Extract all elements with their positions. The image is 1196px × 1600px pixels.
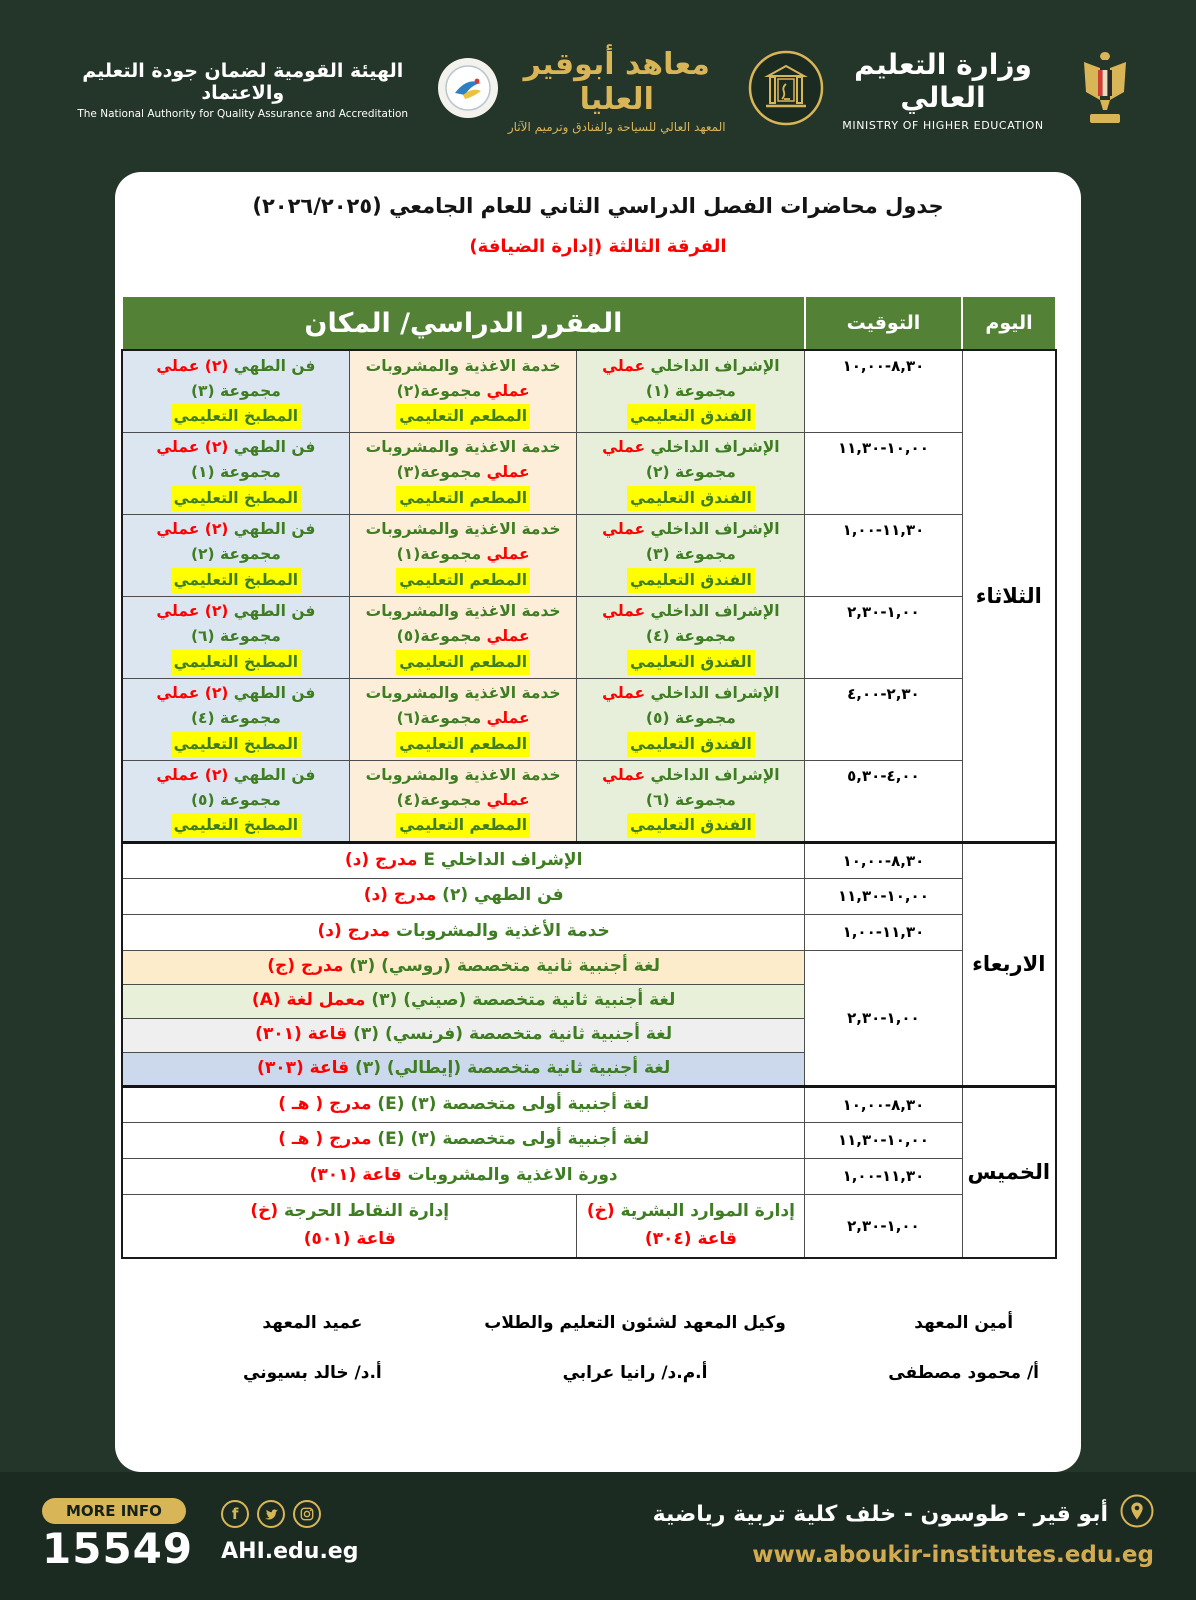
location-highlight [627,732,755,757]
signature-title: أمين المعهد [914,1313,1014,1333]
course-cell [577,1194,805,1258]
course-cell [122,432,349,514]
course-text-red: عملي [486,545,530,564]
footer-contact-block [42,1498,358,1572]
footer [0,1472,1196,1600]
aboukir-logo-block [499,47,824,134]
course-text-red: عملي [602,765,646,784]
course-line [126,1226,573,1254]
course-text: فن الطهي [228,765,316,784]
course-line [126,486,346,511]
course-text: المطعم التعليمي [399,488,528,507]
course-line [353,599,574,624]
course-text-red: عملي [602,520,646,539]
course-line [580,813,801,838]
naqaa-title-ar: الهيئة القومية لضمان جودة التعليم والاعتماد [82,60,404,104]
more-info-button[interactable]: MORE INFO [42,1498,186,1524]
website-url[interactable]: www.aboukir-institutes.edu.eg [752,1542,1154,1568]
course-line [580,599,801,624]
course-line [353,568,574,593]
course-line [126,987,801,1015]
course-line [580,460,801,485]
course-cell [577,678,805,760]
course-line [580,788,801,813]
course-line [580,404,801,429]
course-text: خدمة الاغذية والمشروبات [365,602,561,621]
course-line [580,706,801,731]
course-cell [122,760,349,842]
day-cell: الثلاثاء [962,350,1056,842]
course-text: لغة أجنبية ثانية متخصصة (إيطالي) (٣) [349,1057,671,1078]
course-cell [122,914,805,950]
course-cell [122,1158,805,1194]
course-cell [122,984,805,1018]
course-text: المطبخ التعليمي [173,570,299,589]
course-line [580,379,801,404]
course-text: مجموعة(١) [396,545,487,564]
location-highlight [627,404,755,429]
course-text: إدارة الموارد البشرية [614,1201,795,1222]
address-text: أبو قير - طوسون - خلف كلية تربية رياضية [652,1501,1108,1527]
time-cell: ١١,٣٠-١,٠٠ [805,514,962,596]
twitter-icon[interactable] [257,1500,285,1528]
course-text: مجموعة(٦) [396,709,487,728]
course-line [126,404,346,429]
course-text: الإشراف الداخلي [645,602,780,621]
signature-dean [243,1313,382,1383]
course-text: مجموعة (٦) [645,790,736,809]
course-text: الفندق التعليمي [630,816,752,835]
course-line [353,404,574,429]
course-text-red: عملي [486,627,530,646]
course-line [126,650,346,675]
course-line [353,681,574,706]
schedule-card [115,172,1081,1472]
location-highlight [627,813,755,838]
time-cell: ١٠,٠٠-١١,٣٠ [805,878,962,914]
course-text-red: (٢) عملي [156,765,229,784]
signature-name: أ.م.د/ رانيا عرابي [562,1363,708,1383]
course-text-red: مدرج (د) [344,849,418,870]
course-cell [122,1086,805,1122]
course-text-red: (خ) [586,1201,615,1222]
page-title: جدول محاضرات الفصل الدراسي الثاني للعام الجامعي (٢٠٢٦/٢٠٢٥) [252,194,944,218]
location-highlight [396,813,530,838]
day-cell: الاربعاء [962,842,1056,1086]
course-text: خدمة الاغذية والمشروبات [365,684,561,703]
course-text-red: عملي [602,602,646,621]
course-text: مجموعة (١) [645,381,736,400]
course-text: المطعم التعليمي [399,406,528,425]
course-text: المطعم التعليمي [399,816,528,835]
course-line [353,788,574,813]
course-text: الإشراف الداخلي [645,684,780,703]
course-line [353,486,574,511]
naqaa-title-en: The National Authority for Quality Assurance and Accreditation [77,108,409,120]
course-cell [122,1018,805,1052]
course-text-red: مدرج ( هـ ) [278,1093,372,1114]
course-line [353,732,574,757]
time-cell: ٢,٣٠-٤,٠٠ [805,678,962,760]
course-text: مجموعة(٤) [396,790,487,809]
course-text: لغة أجنبية ثانية متخصصة (صيني) (٣) [365,990,676,1011]
course-text: فن الطهي [228,602,316,621]
course-cell [122,950,805,984]
column-header-time: التوقيت [805,296,962,350]
course-line [126,568,346,593]
institute-emblem-icon [748,50,824,130]
course-cell [577,350,805,432]
course-line [580,650,801,675]
course-text: خدمة الاغذية والمشروبات [365,356,561,375]
course-text-red: عملي [602,684,646,703]
time-cell: ١٠,٠٠-١١,٣٠ [805,432,962,514]
course-line [353,813,574,838]
course-line [353,542,574,567]
column-header-day: اليوم [962,296,1056,350]
aboukir-subtitle: المعهد العالي للسياحة والفنادق وترميم الآثار [507,119,726,134]
course-text-red: (٢) عملي [156,602,229,621]
course-text: مجموعة (٤) [190,709,281,728]
course-line [580,517,801,542]
course-line [126,1091,801,1119]
course-line [353,354,574,379]
location-highlight [171,732,301,757]
course-text-red: مدرج (ج) [267,956,344,977]
course-text: مجموعة (٥) [645,709,736,728]
time-cell: ٤,٠٠-٥,٣٠ [805,760,962,842]
course-text-red: قاعة (٣٠١) [255,1024,348,1045]
course-text-red: عملي [602,438,646,457]
course-text-red: قاعة (٥٠١) [303,1228,396,1249]
course-text: المطبخ التعليمي [173,406,299,425]
time-cell: ١,٠٠-٢,٣٠ [805,1194,962,1258]
course-line [580,624,801,649]
course-cell [349,432,577,514]
course-line [126,681,346,706]
course-line [126,813,346,838]
course-line [580,763,801,788]
course-line [353,460,574,485]
location-highlight [396,732,530,757]
course-line [353,763,574,788]
course-line [126,918,801,946]
signature-title: عميد المعهد [262,1313,363,1333]
location-pin-icon [1120,1494,1154,1534]
course-text: خدمة الاغذية والمشروبات [365,520,561,539]
course-line [353,650,574,675]
signature-secretary [888,1313,1039,1383]
course-text: الفندق التعليمي [630,734,752,753]
signatures [115,1313,1081,1383]
course-text: خدمة الاغذية والمشروبات [365,438,561,457]
course-text: فن الطهي [228,520,316,539]
course-cell [577,432,805,514]
course-text-red: مدرج (د) [317,921,391,942]
course-text: إدارة النقاط الحرجة [278,1201,450,1222]
course-line [353,517,574,542]
course-text: المطعم التعليمي [399,734,528,753]
course-text: لغة أجنبية ثانية متخصصة (روسي) (٣) [343,956,661,977]
course-line [580,435,801,460]
course-line [580,542,801,567]
course-text: فن الطهي [228,438,316,457]
day-cell: الخميس [962,1086,1056,1258]
website-short[interactable]: AHI.edu.eg [221,1539,359,1564]
course-text: فن الطهي [228,684,316,703]
course-cell [577,514,805,596]
course-line [580,1198,801,1226]
schedule-table [121,295,1057,1259]
location-highlight [396,404,530,429]
course-text-red: عملي [486,790,530,809]
location-highlight [627,650,755,675]
time-cell: ١١,٣٠-١,٠٠ [805,1158,962,1194]
signature-title: وكيل المعهد لشئون التعليم والطلاب [484,1313,786,1333]
course-text: الإشراف الداخلي [645,356,780,375]
course-text: لغة أجنبية أولى متخصصة (٣) (E) [371,1093,650,1114]
course-text: الإشراف الداخلي [645,520,780,539]
page-subtitle: الفرقة الثالثة (إدارة الضيافة) [469,236,727,257]
course-line [126,706,346,731]
course-cell [122,350,349,432]
course-text-red: معمل لغة (A) [251,990,366,1011]
time-cell: ٨,٣٠-١٠,٠٠ [805,842,962,878]
course-line [126,460,346,485]
course-cell [122,678,349,760]
course-cell [349,678,577,760]
signature-name: أ/ محمود مصطفى [888,1363,1039,1383]
course-line [126,1126,801,1154]
course-cell [122,1122,805,1158]
course-text: خدمة الاغذية والمشروبات [365,765,561,784]
course-text-red: عملي [602,356,646,375]
course-cell [349,514,577,596]
course-text: فن الطهي [228,356,316,375]
course-text-red: (٢) عملي [156,684,229,703]
course-line [126,732,346,757]
course-line [126,763,346,788]
course-text-red: مدرج ( هـ ) [278,1129,372,1150]
course-text: مجموعة (٤) [645,627,736,646]
course-text-red: (٢) عملي [156,438,229,457]
course-cell [122,842,805,878]
egypt-eagle-icon [1076,48,1134,132]
course-line [126,624,346,649]
course-text-red: قاعة (٣٠١) [309,1165,402,1186]
course-text-red: عملي [486,381,530,400]
course-line [580,486,801,511]
course-line [353,379,574,404]
course-text: لغة أجنبية أولى متخصصة (٣) (E) [371,1129,650,1150]
location-highlight [396,486,530,511]
time-cell: ١,٠٠-٢,٣٠ [805,596,962,678]
course-text: الفندق التعليمي [630,652,752,671]
course-text: المطبخ التعليمي [173,816,299,835]
course-text: الفندق التعليمي [630,406,752,425]
course-text-red: (٢) عملي [156,520,229,539]
course-text-red: عملي [486,709,530,728]
signature-vice-dean [484,1313,786,1383]
footer-address-block [653,1494,1154,1568]
instagram-icon[interactable] [293,1500,321,1528]
course-line [126,788,346,813]
location-highlight [627,486,755,511]
location-highlight [396,568,530,593]
course-cell [122,1052,805,1086]
course-text: مجموعة (٣) [190,381,281,400]
ministry-logo-block [824,48,1134,132]
location-highlight [171,650,301,675]
course-line [126,1021,801,1049]
course-text: المطبخ التعليمي [173,652,299,671]
location-highlight [171,486,301,511]
course-text: الإشراف الداخلي [645,765,780,784]
course-text: مجموعة (٥) [190,790,281,809]
course-text: المطعم التعليمي [399,570,528,589]
course-text: المطبخ التعليمي [173,488,299,507]
course-text: الإشراف الداخلي E [417,849,583,870]
course-cell [577,760,805,842]
logo-band [0,0,1196,150]
course-line [353,706,574,731]
course-line [580,1226,801,1254]
course-text: الفندق التعليمي [630,488,752,507]
course-line [126,354,346,379]
location-highlight [171,568,301,593]
course-line [580,354,801,379]
course-line [126,1162,801,1190]
course-text-red: (٢) عملي [156,356,229,375]
course-cell [577,596,805,678]
column-header-course: المقرر الدراسي/ المكان [122,296,805,350]
course-text-red: (خ) [250,1201,279,1222]
course-text: الفندق التعليمي [630,570,752,589]
course-cell [122,596,349,678]
course-text: مجموعة (٦) [190,627,281,646]
course-line [126,1055,801,1083]
course-line [353,435,574,460]
course-line [126,847,801,875]
course-line [126,542,346,567]
course-text: مجموعة(٢) [396,381,487,400]
course-text: فن الطهي (٢) [436,885,564,906]
location-highlight [627,568,755,593]
course-line [126,379,346,404]
social-icons [221,1500,358,1528]
course-line [580,568,801,593]
course-text: دورة الاغذية والمشروبات [401,1165,618,1186]
location-highlight [171,813,301,838]
course-line [126,435,346,460]
signature-name: أ.د/ خالد بسيوني [243,1363,382,1383]
course-text: مجموعة(٥) [396,627,487,646]
course-text: مجموعة (٢) [190,545,281,564]
course-line [126,882,801,910]
course-text: مجموعة(٣) [396,463,487,482]
hotline-number: 15549 [42,1524,194,1573]
course-line [126,953,801,981]
time-cell: ٨,٣٠-١٠,٠٠ [805,350,962,432]
course-text: مجموعة (٣) [645,545,736,564]
course-cell [349,350,577,432]
facebook-icon[interactable]: f [221,1500,249,1528]
location-highlight [396,650,530,675]
ministry-title-ar: وزارة التعليم العالي [854,48,1032,114]
course-line [580,681,801,706]
course-text-red: قاعة (٣٠٣) [257,1057,350,1078]
course-text-red: عملي [486,463,530,482]
course-cell [122,878,805,914]
course-text: الإشراف الداخلي [645,438,780,457]
course-text: لغة أجنبية ثانية متخصصة (فرنسي) (٣) [347,1024,673,1045]
aboukir-title-ar: معاهد أبوقير العليا [523,46,710,117]
time-cell: ٨,٣٠-١٠,٠٠ [805,1086,962,1122]
course-text: مجموعة (٢) [645,463,736,482]
ministry-title-en: MINISTRY OF HIGHER EDUCATION [842,119,1044,132]
time-cell: ١٠,٠٠-١١,٣٠ [805,1122,962,1158]
naqaa-logo-block [62,57,499,123]
course-line [126,1198,573,1226]
location-highlight [171,404,301,429]
course-line [580,732,801,757]
course-cell [349,596,577,678]
naqaa-seal-icon [437,57,499,123]
course-cell [349,760,577,842]
course-cell [122,1194,577,1258]
course-line [126,599,346,624]
course-text-red: قاعة (٣٠٤) [644,1228,737,1249]
time-cell: ١١,٣٠-١,٠٠ [805,914,962,950]
course-text: خدمة الأغذية والمشروبات [390,921,610,942]
time-cell: ١,٠٠-٢,٣٠ [805,950,962,1086]
course-cell [122,514,349,596]
course-text: المطعم التعليمي [399,652,528,671]
course-text-red: مدرج (د) [363,885,437,906]
course-line [126,517,346,542]
course-line [353,624,574,649]
course-text: المطبخ التعليمي [173,734,299,753]
course-text: مجموعة (١) [190,463,281,482]
